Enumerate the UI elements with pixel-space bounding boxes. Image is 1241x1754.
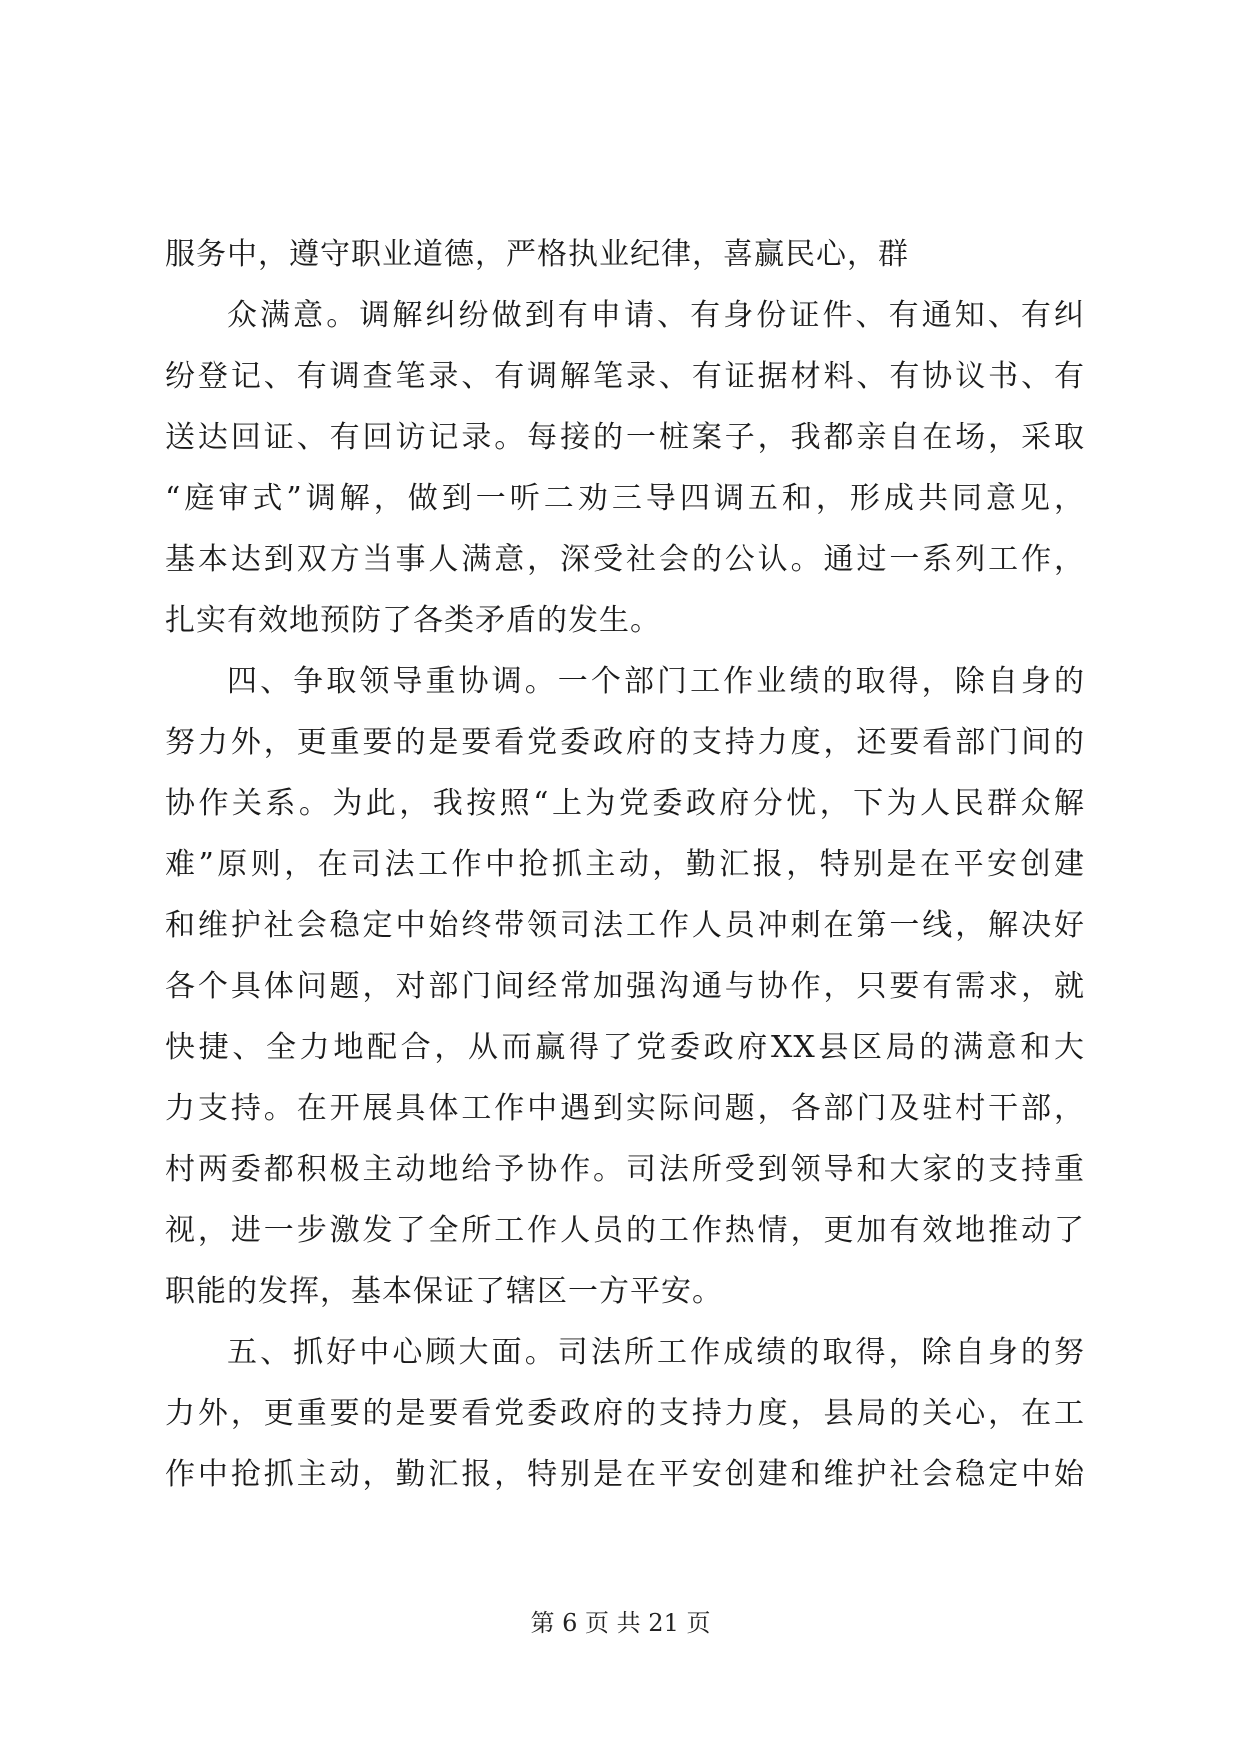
text-line: 快捷、全力地配合，从而赢得了党委政府XX县区局的满意和大 — [165, 1030, 1085, 1065]
text-line: 四、争取领导重协调。一个部门工作业绩的取得，除自身的 — [227, 664, 1085, 699]
page-footer: 第 6 页 共 21 页 — [530, 1609, 711, 1637]
text-line: 职能的发挥，基本保证了辖区一方平安。 — [165, 1274, 723, 1309]
text-line: 视，进一步激发了全所工作人员的工作热情，更加有效地推动了 — [165, 1213, 1085, 1248]
text-line: 难”原则，在司法工作中抢抓主动，勤汇报，特别是在平安创建 — [165, 847, 1085, 882]
text-line: 作中抢抓主动，勤汇报，特别是在平安创建和维护社会稳定中始 — [165, 1457, 1085, 1492]
text-line: 各个具体问题，对部门间经常加强沟通与协作，只要有需求，就 — [165, 969, 1085, 1004]
text-line: 村两委都积极主动地给予协作。司法所受到领导和大家的支持重 — [165, 1152, 1085, 1187]
text-line: 五、抓好中心顾大面。司法所工作成绩的取得，除自身的努 — [227, 1335, 1085, 1370]
text-line: 扎实有效地预防了各类矛盾的发生。 — [165, 603, 661, 638]
text-line: “庭审式”调解，做到一听二劝三导四调五和，形成共同意见， — [165, 481, 1085, 516]
text-line: 送达回证、有回访记录。每接的一桩案子，我都亲自在场，采取 — [165, 420, 1085, 455]
text-line: 基本达到双方当事人满意，深受社会的公认。通过一系列工作， — [165, 542, 1085, 577]
text-line: 协作关系。为此，我按照“上为党委政府分忧，下为人民群众解 — [165, 786, 1085, 821]
text-line: 众满意。调解纠纷做到有申请、有身份证件、有通知、有纠 — [227, 298, 1085, 333]
text-line: 努力外，更重要的是要看党委政府的支持力度，还要看部门间的 — [165, 725, 1085, 760]
text-line: 服务中，遵守职业道德，严格执业纪律，喜赢民心，群 — [165, 237, 909, 272]
text-line: 和维护社会稳定中始终带领司法工作人员冲刺在第一线，解决好 — [165, 908, 1085, 943]
body-text — [165, 224, 1085, 1505]
text-line: 力支持。在开展具体工作中遇到实际问题，各部门及驻村干部， — [165, 1091, 1085, 1126]
text-line: 纷登记、有调查笔录、有调解笔录、有证据材料、有协议书、有 — [165, 359, 1085, 394]
text-line: 力外，更重要的是要看党委政府的支持力度，县局的关心，在工 — [165, 1396, 1085, 1431]
